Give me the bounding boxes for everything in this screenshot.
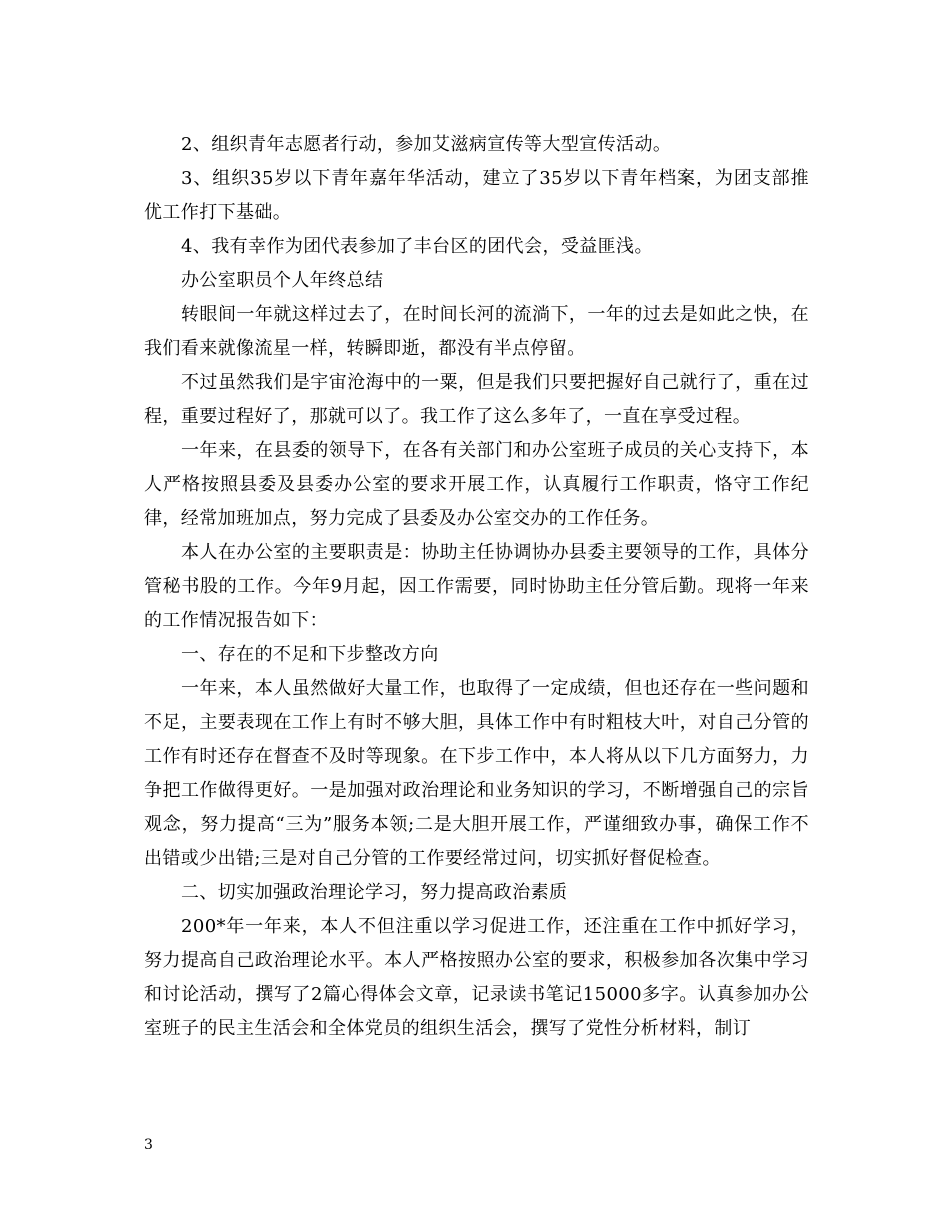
heading-political-study: 二、切实加强政治理论学习，努力提高政治素质 — [181, 882, 568, 903]
paragraph-5: 转眼间一年就这样过去了，在时间长河的流淌下，一年的过去是如此之快，在我们看来就像流星一样，转瞬即逝，都没有半点停留。 — [144, 304, 809, 359]
paragraph-2: 3、组织35岁以下青年嘉年华活动，建立了35岁以下青年档案，为团支部推优工作打下基础。 — [144, 168, 809, 223]
paragraph-12: 200*年一年来，本人不但注重以学习促进工作，还注重在工作中抓好学习，努力提高自己政治理论水平。本人严格按照办公室的要求，积极参加各次集中学习和讨论活动，撰写了2篇心得体会文章，记录读书笔记15000多字。认真参加办公室班子的民主生活会和全体党员的组织生活会，撰写了党性分析材料，制订 — [144, 916, 809, 1039]
document-body — [144, 128, 809, 1046]
heading-shortcomings: 一、存在的不足和下步整改方向 — [181, 644, 439, 665]
paragraph-7: 一年来，在县委的领导下，在各有关部门和办公室班子成员的关心支持下，本人严格按照县委及县委办公室的要求开展工作，认真履行工作职责，恪守工作纪律，经常加班加点，努力完成了县委及办公室交办的工作任务。 — [144, 440, 809, 529]
section-title-summary: 办公室职员个人年终总结 — [181, 270, 384, 291]
page-number: 3 — [144, 1137, 153, 1153]
paragraph-8: 本人在办公室的主要职责是：协助主任协调协办县委主要领导的工作，具体分管秘书股的工作。今年9月起，因工作需要，同时协助主任分管后勤。现将一年来的工作情况报告如下： — [144, 542, 809, 631]
paragraph-6: 不过虽然我们是宇宙沧海中的一粟，但是我们只要把握好自己就行了，重在过程，重要过程好了，那就可以了。我工作了这么多年了，一直在享受过程。 — [144, 372, 809, 427]
paragraph-3: 4、我有幸作为团代表参加了丰台区的团代会，受益匪浅。 — [181, 236, 653, 257]
paragraph-10: 一年来，本人虽然做好大量工作，也取得了一定成绩，但也还存在一些问题和不足，主要表现在工作上有时不够大胆，具体工作中有时粗枝大叶，对自己分管的工作有时还存在督查不及时等现象。在下步工作中，本人将从以下几方面努力，力争把工作做得更好。一是加强对政治理论和业务知识的学习，不断增强自己的宗旨观念，努力提高“三为”服务本领;二是大胆开展工作，严谨细致办事，确保工作不出错或少出错;三是对自己分管的工作要经常过问，切实抓好督促检查。 — [144, 678, 809, 869]
paragraph-1: 2、组织青年志愿者行动，参加艾滋病宣传等大型宣传活动。 — [181, 134, 672, 155]
